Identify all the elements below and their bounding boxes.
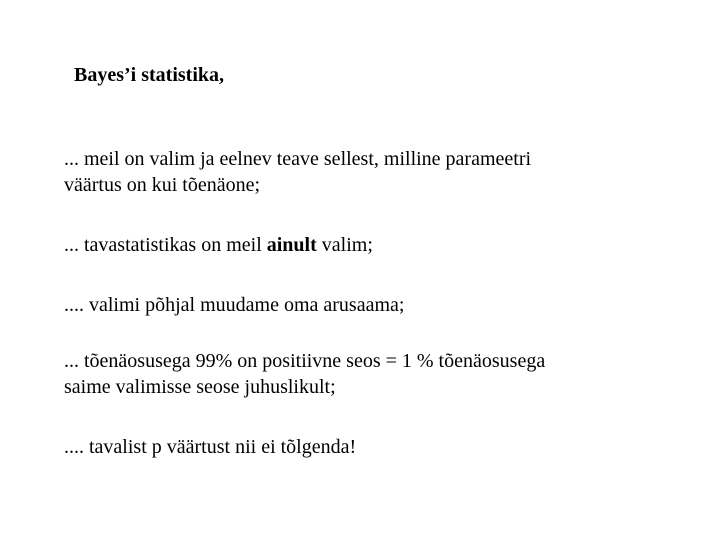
text-segment: ... tavastatistikas on meil (64, 234, 267, 256)
paragraph-classical-statistics (64, 232, 373, 258)
paragraph-update-belief: .... valimi põhjal muudame oma arusaama; (64, 294, 405, 316)
paragraph-line: saime valimisse seose juhuslikult; (64, 376, 336, 398)
slide-title: Bayes’i statistika, (74, 64, 224, 86)
paragraph-line: ... tõenäosusega 99% on positiivne seos = 1 % tõenäosusega (64, 350, 546, 372)
paragraph-line: ... meil on valim ja eelnev teave sellest, milline parameetri (64, 148, 532, 170)
paragraph-prior-knowledge (64, 146, 531, 198)
paragraph-line: väärtus on kui tõenäone; (64, 174, 261, 196)
emphasis-text: ainult (266, 234, 317, 256)
text-segment: valim; (316, 234, 373, 256)
paragraph-p-value: .... tavalist p väärtust nii ei tõlgenda! (64, 436, 357, 458)
paragraph-probability (64, 348, 545, 400)
